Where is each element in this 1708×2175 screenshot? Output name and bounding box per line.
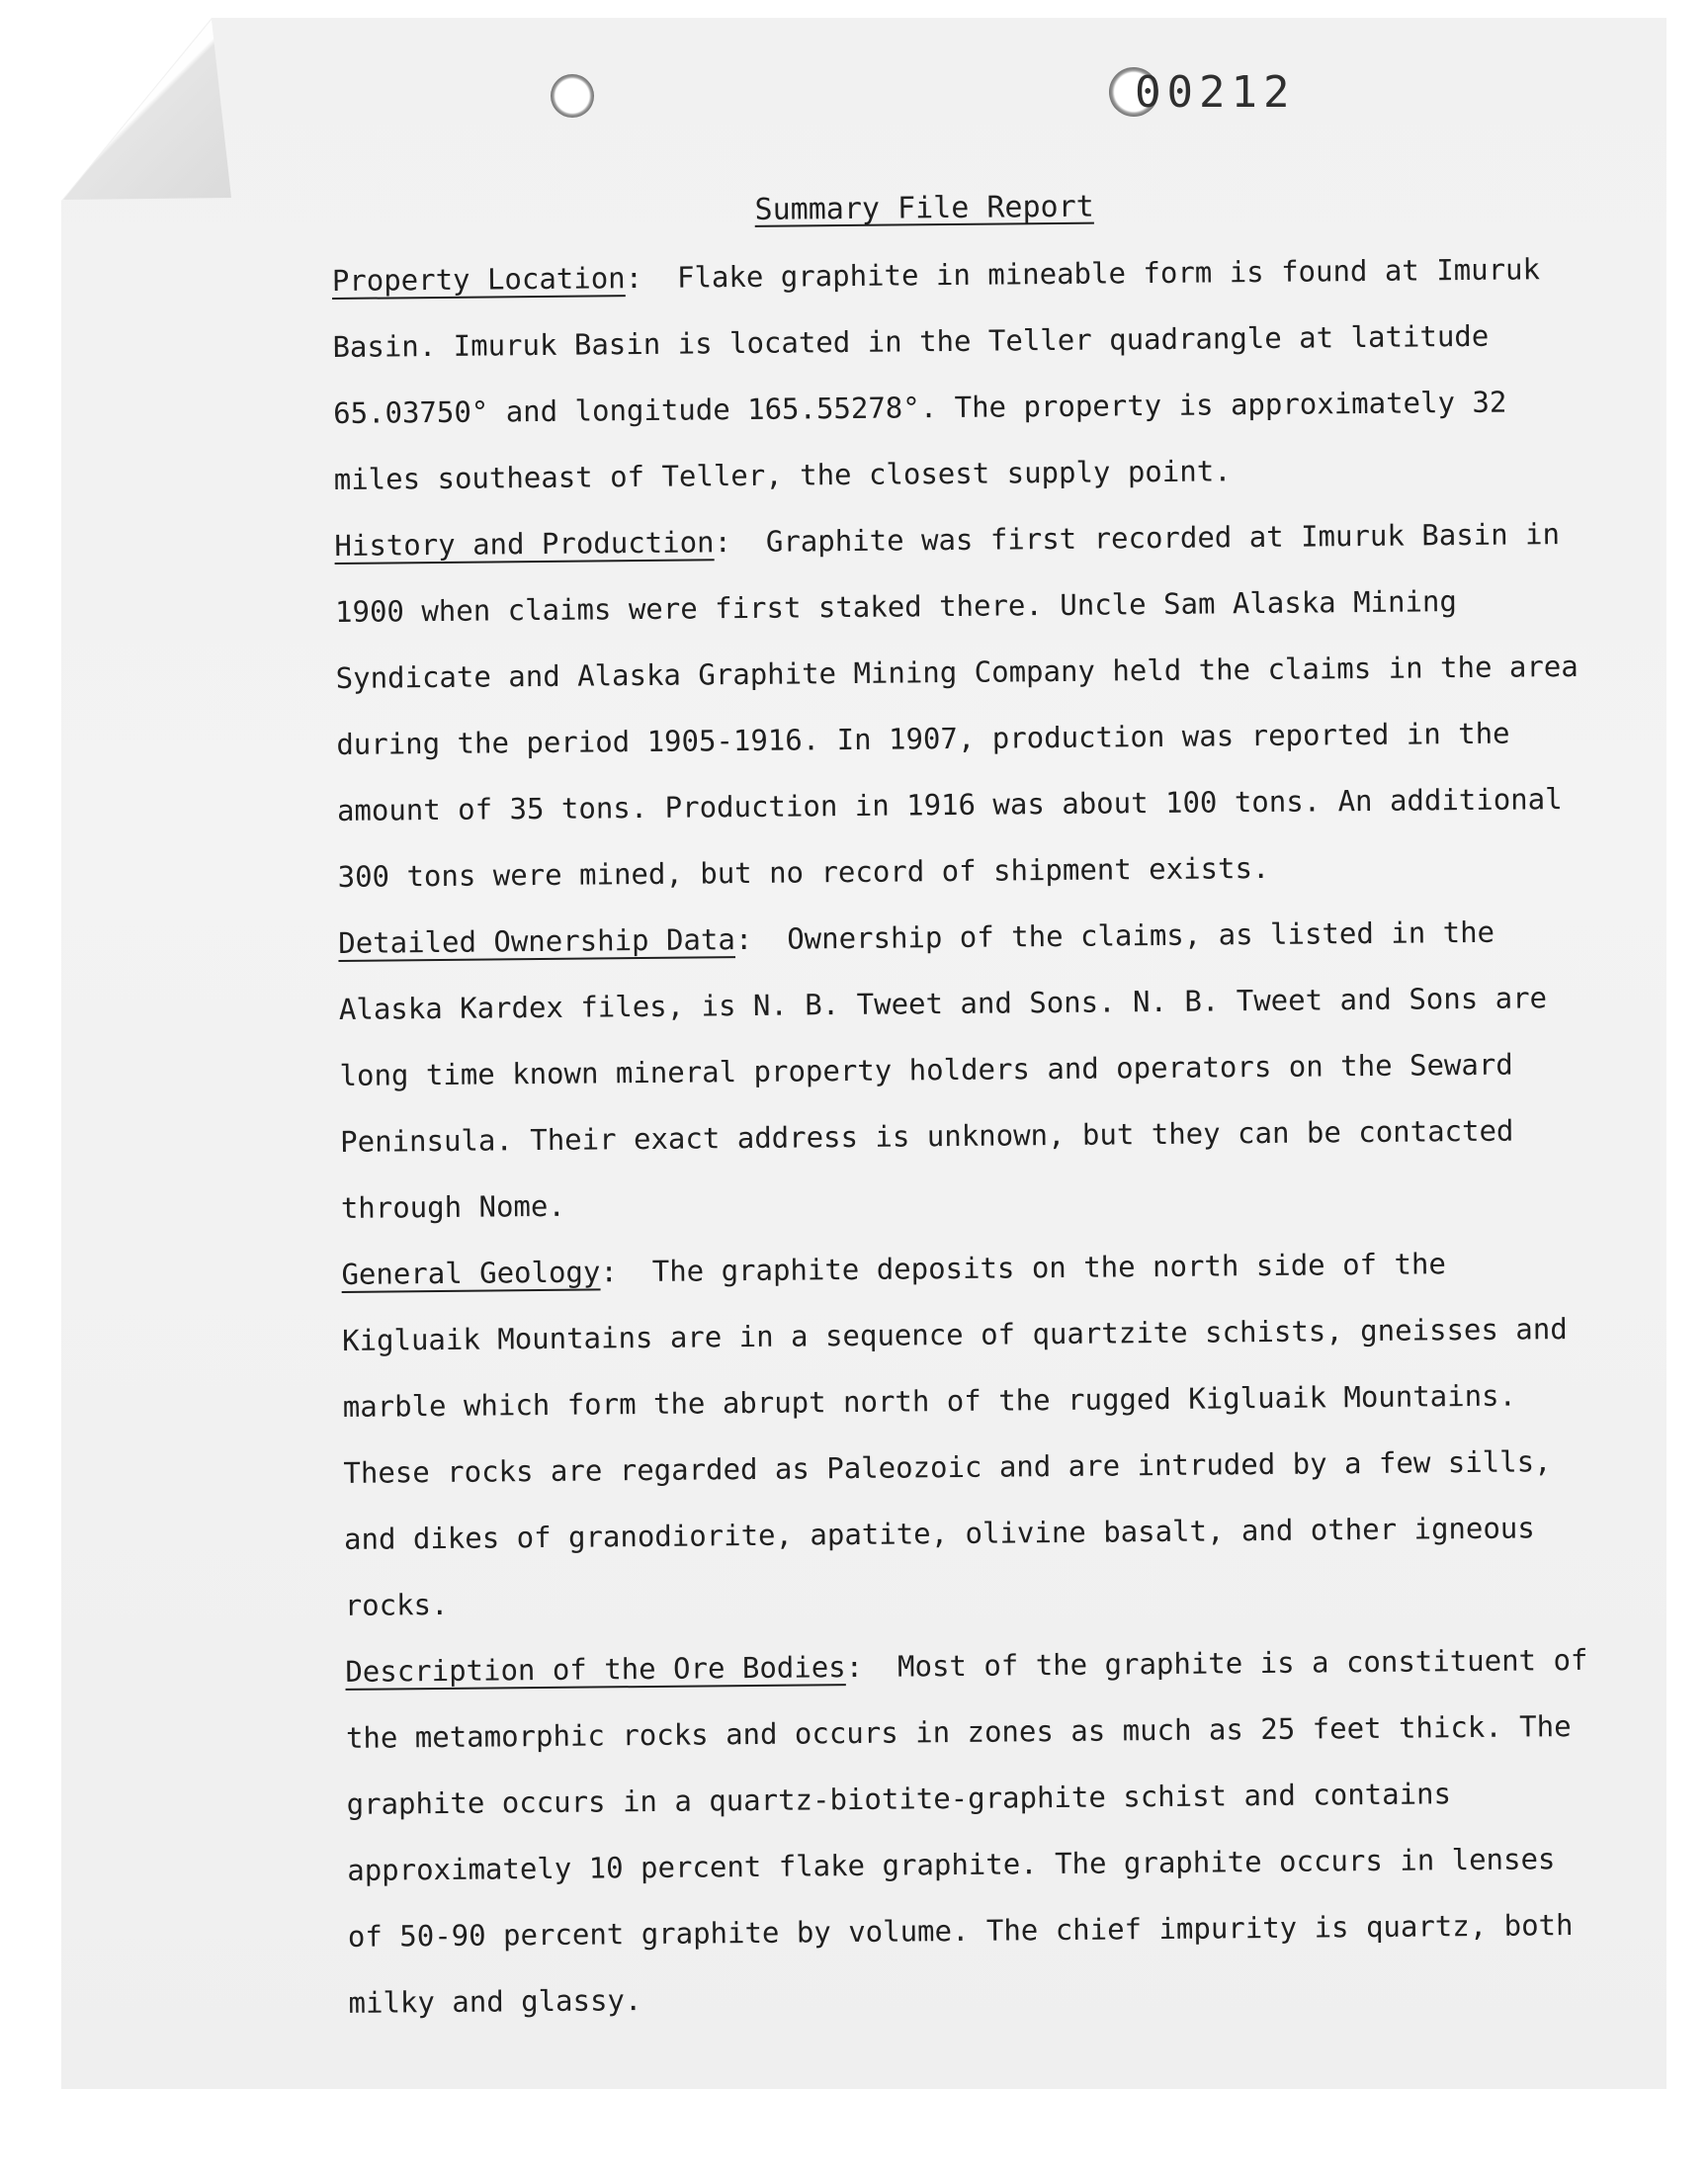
section-history-production: History and Production: Graphite was first recorded at Imuruk Basin in 1900 when claims were first staked there. Uncle Sam Alaska Mining Syndicate and Alaska Graphite Mining Company held the claims in the area during the period 1905-1916. In 1907, production was reported in the amount of 35 tons. Production in 1916 was about 100 tons. An additional 300 tons were mined, but no record of shipment exists.: [334, 517, 1579, 894]
section-heading: Detailed Ownership Data: [338, 922, 736, 960]
section-general-geology: General Geology: The graphite deposits on the north side of the Kigluaik Mountains are in a sequence of quartzite schists, gneisses and marble which form the abrupt north of the rugged Kigluaik Mountains. These rocks are regarded as Paleozoic and are intruded by a few sills, and dikes of granodiorite, apatite, olivine basalt, and other igneous rocks.: [341, 1247, 1568, 1622]
section-heading: Description of the Ore Bodies: [345, 1650, 846, 1689]
report-body: [331, 181, 1594, 2037]
folded-corner: [63, 20, 231, 203]
report-title: Summary File Report: [754, 189, 1094, 227]
section-body: Ownership of the claims, as listed in the Alaska Kardex files, is N. B. Tweet and Sons. N. B. Tweet and Sons are long time known mineral property holders and operators on the Seward Peninsula. Their exact address is unknown, but they can be contacted through Nome.: [338, 914, 1548, 1225]
section-heading: General Geology: [341, 1255, 601, 1291]
document-number: 00212: [1135, 67, 1296, 118]
section-body: The graphite deposits on the north side of the Kigluaik Mountains are in a sequence of quartzite schists, gneisses and marble which form the abrupt north of the rugged Kigluaik Mountains. These rocks are regarded as Paleozoic and are intruded by a few sills, and dikes of granodiorite, apatite, olivine basalt, and other igneous rocks.: [341, 1247, 1568, 1622]
section-heading: Property Location: [331, 261, 626, 298]
section-ore-bodies: Description of the Ore Bodies: Most of the graphite is a constituent of the metamorphic rocks and occurs in zones as much as 25 feet thick. The graphite occurs in a quartz-biotite-graphite schist and contains approximately 10 percent flake graphite. The graphite occurs in lenses of 50-90 percent graphite by volume. The chief impurity is quartz, both milky and glassy.: [345, 1642, 1588, 2020]
section-body: Most of the graphite is a constituent of the metamorphic rocks and occurs in zones as much as 25 feet thick. The graphite occurs in a quartz-biotite-graphite schist and contains approximately 10 percent flake graphite. The graphite occurs in lenses of 50-90 percent graphite by volume. The chief impurity is quartz, both milky and glassy.: [345, 1642, 1588, 2020]
section-property-location: Property Location: Flake graphite in mineable form is found at Imuruk Basin. Imuruk Basin is located in the Teller quadrangle at latitude 65.03750° and longitude 165.55278°. The property is approximately 32 miles southeast of Teller, the closest supply point.: [331, 252, 1541, 496]
section-body: Graphite was first recorded at Imuruk Basin in 1900 when claims were first staked there. Uncle Sam Alaska Mining Syndicate and Alaska Graphite Mining Company held the claims in the area during the period 1905-1916. In 1907, production was reported in the amount of 35 tons. Production in 1916 was about 100 tons. An additional 300 tons were mined, but no record of shipment exists.: [334, 517, 1579, 894]
section-body: Flake graphite in mineable form is found at Imuruk Basin. Imuruk Basin is located in the Teller quadrangle at latitude 65.03750° and longitude 165.55278°. The property is approximately 32 miles southeast of Teller, the closest supply point.: [332, 252, 1541, 496]
section-ownership-data: Detailed Ownership Data: Ownership of the claims, as listed in the Alaska Kardex files, is N. B. Tweet and Sons. N. B. Tweet and Sons are long time known mineral property holders and operators on the Seward Peninsula. Their exact address is unknown, but they can be contacted through Nome.: [338, 914, 1548, 1225]
punch-hole-left: [551, 74, 594, 118]
section-heading: History and Production: [334, 525, 715, 563]
scan-margin: [0, 2104, 1708, 2175]
